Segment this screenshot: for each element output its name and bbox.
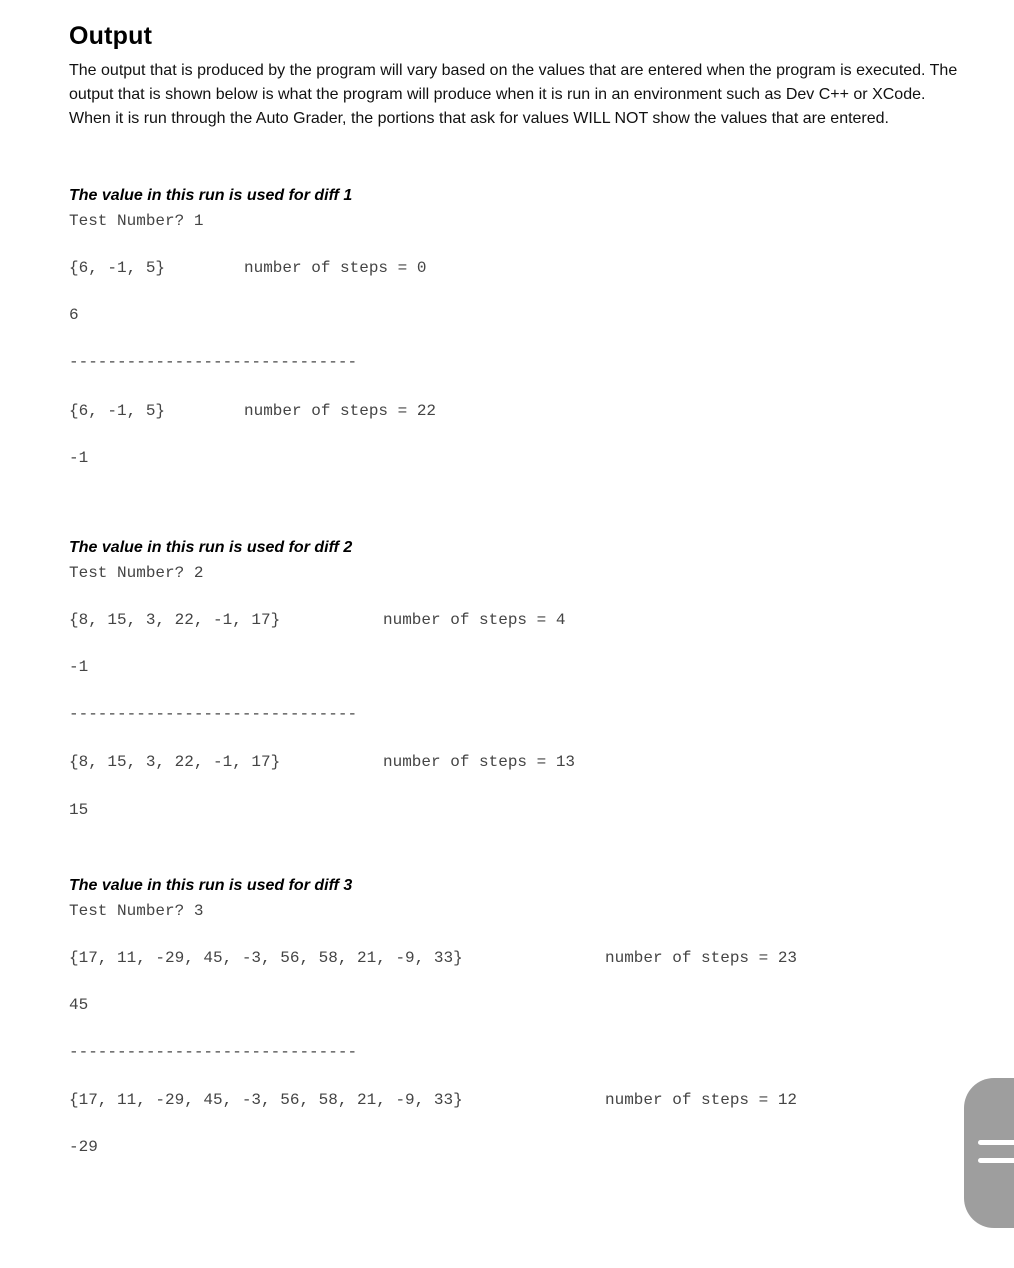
- steps-output: number of steps = 22: [244, 402, 437, 420]
- separator-line: ------------------------------: [69, 1043, 358, 1061]
- separator-line: ------------------------------: [69, 353, 358, 371]
- test-number-prompt: Test Number? 3: [69, 902, 204, 920]
- result-output: 15: [69, 801, 89, 819]
- array-output: {6, -1, 5}: [69, 259, 166, 277]
- run-title: The value in this run is used for diff 2: [69, 539, 353, 556]
- array-output: {17, 11, -29, 45, -3, 56, 58, 21, -9, 33}: [69, 1091, 463, 1109]
- result-output: -29: [69, 1138, 98, 1156]
- intro-paragraph: The output that is produced by the program will vary based on the values that are entered when the program is executed. The output that is shown below is what the program will produce when it is run in an environment such as Dev C++ or XCode. When it is run through the Auto Grader, the portions that ask for values WILL NOT show the values that are entered.: [69, 62, 958, 127]
- steps-output: number of steps = 12: [605, 1091, 798, 1109]
- side-panel-handle[interactable]: [964, 1078, 1014, 1228]
- test-number-prompt: Test Number? 1: [69, 212, 204, 230]
- result-output: -1: [69, 449, 89, 467]
- result-output: 6: [69, 306, 79, 324]
- steps-output: number of steps = 13: [383, 753, 576, 771]
- array-output: {8, 15, 3, 22, -1, 17}: [69, 753, 281, 771]
- array-output: {6, -1, 5}: [69, 402, 166, 420]
- test-number-prompt: Test Number? 2: [69, 564, 204, 582]
- handle-line-icon: [978, 1140, 1014, 1145]
- steps-output: number of steps = 4: [383, 611, 566, 629]
- handle-line-icon: [978, 1158, 1014, 1163]
- array-output: {8, 15, 3, 22, -1, 17}: [69, 611, 281, 629]
- run-title: The value in this run is used for diff 1: [69, 187, 353, 204]
- run-title: The value in this run is used for diff 3: [69, 877, 353, 894]
- separator-line: ------------------------------: [69, 705, 358, 723]
- steps-output: number of steps = 0: [244, 259, 427, 277]
- page-title: Output: [69, 22, 153, 50]
- result-output: 45: [69, 996, 89, 1014]
- steps-output: number of steps = 23: [605, 949, 798, 967]
- result-output: -1: [69, 658, 89, 676]
- array-output: {17, 11, -29, 45, -3, 56, 58, 21, -9, 33}: [69, 949, 463, 967]
